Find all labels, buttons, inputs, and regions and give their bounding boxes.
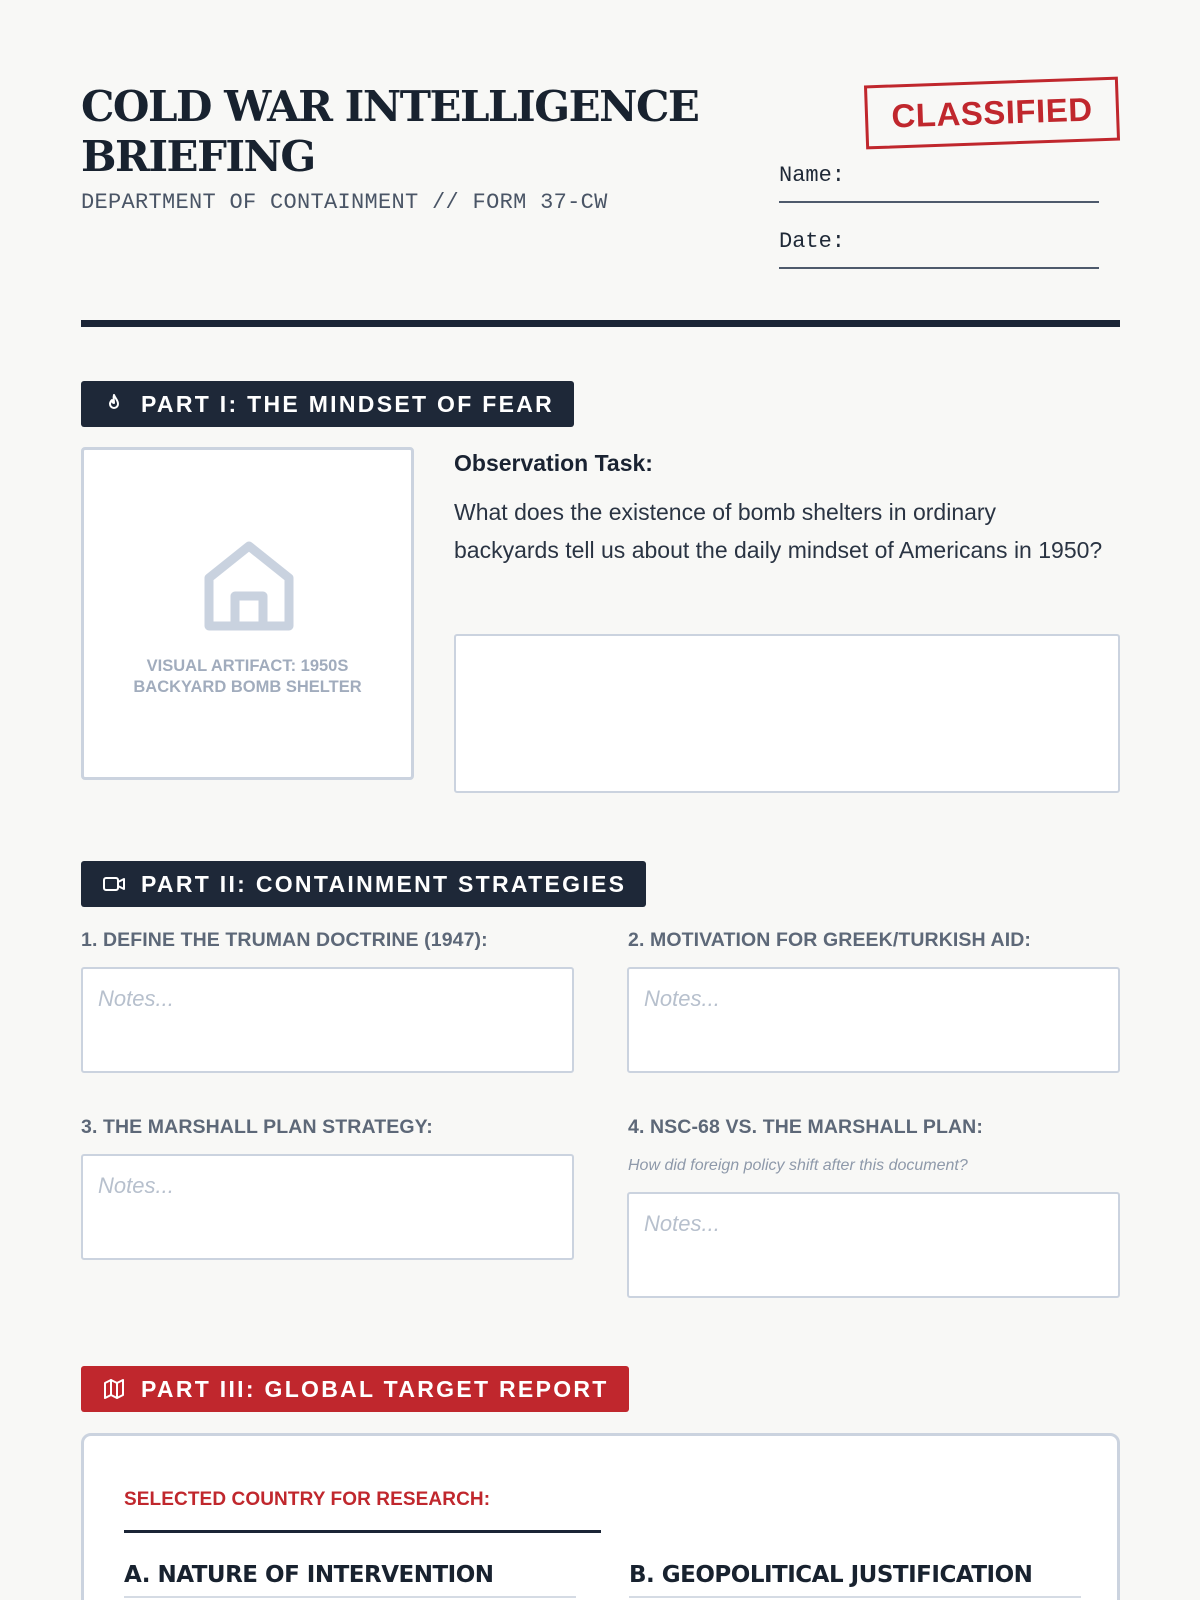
- question-2-notes[interactable]: Notes...: [627, 967, 1120, 1073]
- flame-icon: [101, 391, 127, 417]
- map-icon: [101, 1376, 127, 1402]
- part3-heading-label: PART III: GLOBAL TARGET REPORT: [141, 1375, 609, 1402]
- question-4-hint: How did foreign policy shift after this document?: [628, 1157, 968, 1174]
- part1-heading-label: PART I: THE MINDSET OF FEAR: [141, 390, 555, 417]
- part2-heading-label: PART II: CONTAINMENT STRATEGIES: [141, 870, 627, 897]
- global-target-report-card: [81, 1433, 1120, 1600]
- date-label: Date:: [779, 229, 846, 254]
- question-4-notes[interactable]: Notes...: [627, 1192, 1120, 1298]
- name-field[interactable]: [779, 163, 1099, 203]
- question-2-label: 2. MOTIVATION FOR GREEK/TURKISH AID:: [628, 929, 1031, 951]
- geopolitical-justification-heading: B. GEOPOLITICAL JUSTIFICATION: [629, 1562, 1033, 1588]
- country-label: SELECTED COUNTRY FOR RESEARCH:: [124, 1489, 491, 1510]
- part3-heading: [81, 1366, 629, 1412]
- country-input-line[interactable]: [124, 1530, 601, 1533]
- page-subtitle: DEPARTMENT OF CONTAINMENT // FORM 37-CW: [81, 190, 608, 215]
- video-icon: [101, 871, 127, 897]
- date-field[interactable]: [779, 229, 1099, 269]
- nature-of-intervention-line: [124, 1596, 576, 1598]
- artifact-caption: VISUAL ARTIFACT: 1950S BACKYARD BOMB SHELTER: [133, 657, 362, 696]
- question-3-notes[interactable]: Notes...: [81, 1154, 574, 1260]
- part2-heading: [81, 861, 646, 907]
- question-4-label: 4. NSC-68 VS. THE MARSHALL PLAN:: [628, 1116, 983, 1138]
- name-label: Name:: [779, 163, 846, 188]
- observation-task-title: Observation Task:: [454, 450, 653, 476]
- worksheet-page: [81, 0, 1120, 1600]
- part1-heading: [81, 381, 574, 427]
- observation-task-text: What does the existence of bomb shelters in ordinary backyards tell us about the daily mindset of Americans in 1950?: [454, 499, 1103, 563]
- house-icon: [201, 538, 297, 636]
- question-1-label: 1. DEFINE THE TRUMAN DOCTRINE (1947):: [81, 929, 488, 951]
- classified-stamp: CLASSIFIED: [864, 77, 1120, 150]
- geopolitical-justification-line: [629, 1596, 1081, 1598]
- header-divider: [81, 320, 1120, 327]
- question-3-label: 3. THE MARSHALL PLAN STRATEGY:: [81, 1116, 433, 1138]
- nature-of-intervention-heading: A. NATURE OF INTERVENTION: [124, 1562, 494, 1588]
- observation-answer-box[interactable]: [454, 634, 1120, 793]
- question-1-notes[interactable]: Notes...: [81, 967, 574, 1073]
- visual-artifact-placeholder: [81, 447, 414, 780]
- page-title: COLD WAR INTELLIGENCE BRIEFING: [81, 82, 699, 181]
